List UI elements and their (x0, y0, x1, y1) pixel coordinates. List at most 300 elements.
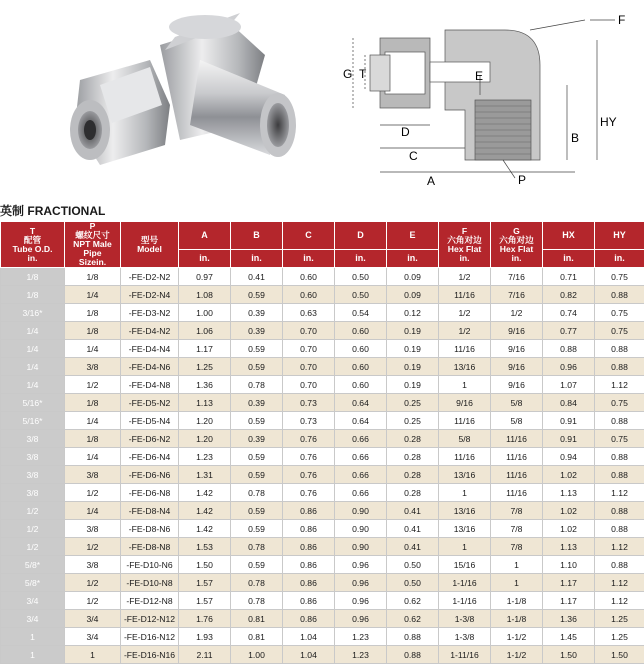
table-cell: 5/8 (491, 394, 543, 412)
spec-table-body (1, 268, 644, 664)
table-cell: 0.28 (387, 484, 439, 502)
dim-label-t: T (359, 67, 367, 81)
table-cell: 0.86 (283, 502, 335, 520)
table-cell: 1.02 (543, 502, 595, 520)
table-cell: 0.78 (231, 592, 283, 610)
table-cell: -FE-D4-N8 (121, 376, 179, 394)
table-cell: 0.62 (387, 610, 439, 628)
table-cell: 1-1/2 (491, 646, 543, 664)
cell-tube-od: 1/8 (1, 268, 65, 286)
header-d-unit: in. (335, 250, 387, 268)
table-cell: 11/16 (491, 484, 543, 502)
table-cell: 0.19 (387, 376, 439, 394)
table-cell: 11/16 (439, 286, 491, 304)
table-cell: 0.41 (387, 520, 439, 538)
table-cell: 0.81 (231, 628, 283, 646)
table-cell: 1/4 (65, 502, 121, 520)
table-cell: 1 (439, 484, 491, 502)
cell-tube-od: 3/4 (1, 592, 65, 610)
table-cell: 0.09 (387, 286, 439, 304)
table-cell: 0.66 (335, 448, 387, 466)
table-cell: 9/16 (491, 376, 543, 394)
header-a: A (179, 222, 231, 250)
header-hy-unit: in. (595, 250, 644, 268)
table-cell: 1/4 (65, 412, 121, 430)
table-cell: 0.75 (595, 304, 644, 322)
table-cell: 0.96 (335, 574, 387, 592)
dimension-diagram (335, 0, 644, 198)
table-cell: -FE-D6-N8 (121, 484, 179, 502)
table-row (1, 628, 644, 646)
table-cell: 9/16 (439, 394, 491, 412)
table-cell: 1 (65, 646, 121, 664)
table-cell: 0.60 (335, 358, 387, 376)
dim-label-e: E (475, 69, 483, 83)
table-cell: 0.77 (543, 322, 595, 340)
table-cell: 7/8 (491, 538, 543, 556)
table-row (1, 430, 644, 448)
table-cell: 1.50 (179, 556, 231, 574)
cell-tube-od: 3/8 (1, 466, 65, 484)
table-cell: 0.76 (283, 466, 335, 484)
table-row (1, 322, 644, 340)
table-cell: 5/8 (439, 430, 491, 448)
table-cell: 0.19 (387, 358, 439, 376)
table-cell: 1/8 (65, 322, 121, 340)
cell-tube-od: 1/2 (1, 538, 65, 556)
table-cell: 7/16 (491, 286, 543, 304)
dim-label-d: D (401, 125, 410, 139)
table-cell: 1.36 (179, 376, 231, 394)
table-cell: 1/8 (65, 394, 121, 412)
table-cell: 0.76 (283, 484, 335, 502)
table-cell: 1-1/16 (439, 592, 491, 610)
table-row (1, 304, 644, 322)
table-cell: 1 (491, 574, 543, 592)
table-cell: 0.78 (231, 484, 283, 502)
table-cell: 0.91 (543, 430, 595, 448)
table-cell: 0.63 (283, 304, 335, 322)
cell-tube-od: 5/16* (1, 394, 65, 412)
dim-label-f: F (618, 13, 625, 27)
table-cell: 1.36 (543, 610, 595, 628)
table-cell: 1/4 (65, 340, 121, 358)
cell-tube-od: 1 (1, 628, 65, 646)
table-cell: 1.17 (543, 574, 595, 592)
table-row (1, 286, 644, 304)
table-cell: 0.84 (543, 394, 595, 412)
header-e-unit: in. (387, 250, 439, 268)
header-tube-od: T 配管 Tube O.D. in. (1, 222, 65, 268)
table-cell: 0.88 (595, 448, 644, 466)
table-cell: 1.20 (179, 430, 231, 448)
table-cell: 0.74 (543, 304, 595, 322)
table-cell: 1.76 (179, 610, 231, 628)
table-cell: -FE-D4-N4 (121, 340, 179, 358)
table-cell: 1.12 (595, 574, 644, 592)
table-row (1, 340, 644, 358)
table-cell: 1.08 (179, 286, 231, 304)
table-cell: 1-1/2 (491, 628, 543, 646)
table-cell: -FE-D6-N6 (121, 466, 179, 484)
cell-tube-od: 1/2 (1, 520, 65, 538)
table-cell: 0.12 (387, 304, 439, 322)
table-cell: -FE-D16-N12 (121, 628, 179, 646)
table-cell: -FE-D2-N4 (121, 286, 179, 304)
table-cell: 0.28 (387, 430, 439, 448)
table-cell: -FE-D8-N8 (121, 538, 179, 556)
dim-label-b: B (571, 131, 579, 145)
table-cell: 0.86 (283, 520, 335, 538)
table-cell: 0.70 (283, 376, 335, 394)
table-cell: 0.39 (231, 322, 283, 340)
table-cell: 0.59 (231, 448, 283, 466)
table-cell: 1.45 (543, 628, 595, 646)
table-cell: 0.50 (335, 286, 387, 304)
table-cell: 1/2 (65, 574, 121, 592)
table-cell: 0.60 (283, 268, 335, 286)
table-cell: 1.13 (543, 484, 595, 502)
table-cell: 0.59 (231, 520, 283, 538)
header-d: D (335, 222, 387, 250)
section-title-en: FRACTIONAL (27, 204, 105, 218)
table-cell: 0.64 (335, 412, 387, 430)
table-row (1, 268, 644, 286)
header-hx: HX (543, 222, 595, 250)
table-cell: 0.97 (179, 268, 231, 286)
table-cell: 0.90 (335, 538, 387, 556)
table-cell: 1.04 (283, 628, 335, 646)
cell-tube-od: 3/16* (1, 304, 65, 322)
cell-tube-od: 1/4 (1, 358, 65, 376)
table-cell: 1.06 (179, 322, 231, 340)
table-cell: 0.50 (335, 268, 387, 286)
table-cell: -FE-D10-N6 (121, 556, 179, 574)
cell-tube-od: 5/16* (1, 412, 65, 430)
table-row (1, 376, 644, 394)
table-cell: 0.25 (387, 412, 439, 430)
table-cell: 0.86 (283, 610, 335, 628)
table-cell: 0.96 (335, 556, 387, 574)
table-cell: 1.13 (179, 394, 231, 412)
table-row (1, 412, 644, 430)
table-cell: 3/8 (65, 466, 121, 484)
table-cell: 1 (439, 376, 491, 394)
table-cell: 0.70 (283, 322, 335, 340)
cell-tube-od: 1/4 (1, 322, 65, 340)
table-cell: 1 (439, 538, 491, 556)
table-cell: 1.42 (179, 520, 231, 538)
table-row (1, 538, 644, 556)
product-illustration-area (0, 0, 644, 198)
table-cell: 0.59 (231, 556, 283, 574)
table-cell: 1.50 (595, 646, 644, 664)
header-b: B (231, 222, 283, 250)
table-cell: 0.75 (595, 322, 644, 340)
table-cell: -FE-D4-N2 (121, 322, 179, 340)
table-cell: 1/8 (65, 268, 121, 286)
table-cell: 1.53 (179, 538, 231, 556)
table-cell: -FE-D5-N4 (121, 412, 179, 430)
table-cell: 1-11/16 (439, 646, 491, 664)
table-cell: -FE-D12-N12 (121, 610, 179, 628)
cell-tube-od: 5/8* (1, 574, 65, 592)
table-cell: -FE-D6-N2 (121, 430, 179, 448)
cell-tube-od: 3/8 (1, 448, 65, 466)
table-row (1, 574, 644, 592)
table-cell: 1/2 (65, 592, 121, 610)
table-cell: 1-1/16 (439, 574, 491, 592)
header-b-unit: in. (231, 250, 283, 268)
table-cell: 1/2 (439, 268, 491, 286)
table-cell: 0.66 (335, 430, 387, 448)
table-cell: 0.59 (231, 340, 283, 358)
table-cell: 0.64 (335, 394, 387, 412)
table-cell: 0.75 (595, 268, 644, 286)
table-cell: 5/8 (491, 412, 543, 430)
table-cell: 1.57 (179, 592, 231, 610)
table-cell: 1.04 (283, 646, 335, 664)
table-cell: 0.76 (283, 430, 335, 448)
table-cell: 1/2 (491, 304, 543, 322)
table-row (1, 520, 644, 538)
table-cell: 1-3/8 (439, 610, 491, 628)
table-cell: -FE-D12-N8 (121, 592, 179, 610)
table-cell: 0.70 (283, 340, 335, 358)
table-cell: 3/4 (65, 628, 121, 646)
section-title-cn: 英制 (0, 204, 24, 218)
table-cell: 0.25 (387, 394, 439, 412)
table-cell: 0.88 (595, 412, 644, 430)
table-cell: 1.25 (595, 610, 644, 628)
table-cell: 1.02 (543, 520, 595, 538)
table-cell: 1.00 (231, 646, 283, 664)
table-cell: 1.20 (179, 412, 231, 430)
table-cell: 0.70 (283, 358, 335, 376)
table-cell: -FE-D16-N16 (121, 646, 179, 664)
table-cell: 1.07 (543, 376, 595, 394)
table-cell: 0.96 (543, 358, 595, 376)
table-cell: 0.39 (231, 304, 283, 322)
table-cell: 0.59 (231, 412, 283, 430)
table-cell: 1.12 (595, 376, 644, 394)
table-cell: 7/8 (491, 502, 543, 520)
table-cell: 1.17 (179, 340, 231, 358)
table-cell: 0.90 (335, 502, 387, 520)
cell-tube-od: 3/8 (1, 430, 65, 448)
cell-tube-od: 3/8 (1, 484, 65, 502)
table-row (1, 556, 644, 574)
table-row (1, 358, 644, 376)
table-cell: 1.23 (335, 628, 387, 646)
table-cell: 1-3/8 (439, 628, 491, 646)
table-cell: 0.86 (283, 556, 335, 574)
table-cell: 1.50 (543, 646, 595, 664)
table-cell: 0.88 (543, 340, 595, 358)
header-model: 型号 Model (121, 222, 179, 268)
section-title (0, 202, 105, 219)
table-cell: 1/2 (65, 538, 121, 556)
table-cell: 0.88 (595, 466, 644, 484)
table-cell: 11/16 (439, 448, 491, 466)
table-cell: 0.50 (387, 574, 439, 592)
header-a-unit: in. (179, 250, 231, 268)
table-cell: 1.93 (179, 628, 231, 646)
table-cell: 0.60 (283, 286, 335, 304)
table-cell: -FE-D6-N4 (121, 448, 179, 466)
dim-label-a: A (427, 174, 435, 188)
table-cell: 0.82 (543, 286, 595, 304)
table-cell: -FE-D8-N4 (121, 502, 179, 520)
table-cell: 9/16 (491, 322, 543, 340)
table-cell: 0.88 (387, 628, 439, 646)
header-pipe-size: P 螺纹尺寸 NPT Male Pipe Sizein. (65, 222, 121, 268)
table-cell: 11/16 (439, 340, 491, 358)
table-cell: 0.39 (231, 394, 283, 412)
table-cell: 3/8 (65, 556, 121, 574)
table-cell: 1/2 (439, 322, 491, 340)
header-f: F 六角对边 Hex Flat in. (439, 222, 491, 268)
table-cell: 0.09 (387, 268, 439, 286)
cell-tube-od: 1 (1, 646, 65, 664)
table-row (1, 592, 644, 610)
table-cell: 2.11 (179, 646, 231, 664)
table-cell: 3/4 (65, 610, 121, 628)
table-cell: 0.41 (387, 538, 439, 556)
table-cell: 1.25 (179, 358, 231, 376)
table-cell: 0.76 (283, 448, 335, 466)
table-cell: 0.59 (231, 502, 283, 520)
table-cell: -FE-D2-N2 (121, 268, 179, 286)
table-cell: 0.78 (231, 574, 283, 592)
table-row (1, 502, 644, 520)
table-cell: 0.91 (543, 412, 595, 430)
table-cell: 13/16 (439, 502, 491, 520)
table-cell: 0.50 (387, 556, 439, 574)
table-cell: 0.81 (231, 610, 283, 628)
table-cell: 0.41 (387, 502, 439, 520)
table-cell: 1/2 (439, 304, 491, 322)
table-cell: 0.19 (387, 322, 439, 340)
table-cell: 0.28 (387, 466, 439, 484)
table-row (1, 484, 644, 502)
table-cell: 1 (491, 556, 543, 574)
table-cell: 3/8 (65, 358, 121, 376)
spec-table (0, 221, 644, 664)
table-cell: 1.42 (179, 502, 231, 520)
table-cell: 9/16 (491, 358, 543, 376)
table-cell: 1.17 (543, 592, 595, 610)
table-cell: 0.66 (335, 484, 387, 502)
table-cell: 0.75 (595, 430, 644, 448)
table-cell: 1.42 (179, 484, 231, 502)
table-cell: 0.73 (283, 412, 335, 430)
cell-tube-od: 5/8* (1, 556, 65, 574)
cell-tube-od: 3/4 (1, 610, 65, 628)
table-cell: 11/16 (491, 430, 543, 448)
table-cell: 0.78 (231, 538, 283, 556)
table-cell: 0.60 (335, 322, 387, 340)
table-cell: 1/2 (65, 376, 121, 394)
table-cell: 0.88 (595, 340, 644, 358)
table-row (1, 466, 644, 484)
table-cell: 0.62 (387, 592, 439, 610)
table-cell: 0.59 (231, 358, 283, 376)
table-cell: 1.25 (595, 628, 644, 646)
table-cell: 0.71 (543, 268, 595, 286)
table-cell: 0.66 (335, 466, 387, 484)
table-cell: 1.12 (595, 484, 644, 502)
table-cell: 1/8 (65, 304, 121, 322)
table-cell: 9/16 (491, 340, 543, 358)
table-cell: 1-1/8 (491, 592, 543, 610)
table-cell: 0.88 (595, 358, 644, 376)
table-cell: 0.78 (231, 376, 283, 394)
table-cell: 0.28 (387, 448, 439, 466)
table-cell: 1.23 (335, 646, 387, 664)
table-cell: 0.75 (595, 394, 644, 412)
table-cell: 0.88 (595, 520, 644, 538)
table-cell: 11/16 (439, 412, 491, 430)
table-cell: 1/2 (65, 484, 121, 502)
cell-tube-od: 1/4 (1, 340, 65, 358)
table-cell: 0.59 (231, 286, 283, 304)
table-cell: 0.88 (595, 502, 644, 520)
table-row (1, 394, 644, 412)
dim-label-hy: HY (600, 115, 617, 129)
table-cell: 1.23 (179, 448, 231, 466)
table-cell: 0.88 (595, 556, 644, 574)
table-cell: 7/16 (491, 268, 543, 286)
table-cell: 1.12 (595, 592, 644, 610)
table-cell: 0.60 (335, 340, 387, 358)
table-cell: 1.31 (179, 466, 231, 484)
header-c-unit: in. (283, 250, 335, 268)
table-cell: 0.60 (335, 376, 387, 394)
table-cell: 1/4 (65, 448, 121, 466)
table-cell: 1.00 (179, 304, 231, 322)
table-cell: 13/16 (439, 358, 491, 376)
table-cell: 3/8 (65, 520, 121, 538)
header-c: C (283, 222, 335, 250)
table-row (1, 610, 644, 628)
fitting-photo (40, 5, 300, 185)
header-e: E (387, 222, 439, 250)
table-cell: 1/4 (65, 286, 121, 304)
table-cell: 7/8 (491, 520, 543, 538)
table-cell: 0.86 (283, 574, 335, 592)
table-cell: 1.57 (179, 574, 231, 592)
table-cell: 1/8 (65, 430, 121, 448)
table-cell: -FE-D3-N2 (121, 304, 179, 322)
cell-tube-od: 1/4 (1, 376, 65, 394)
cell-tube-od: 1/2 (1, 502, 65, 520)
table-cell: 0.59 (231, 466, 283, 484)
table-cell: -FE-D5-N2 (121, 394, 179, 412)
table-cell: 1.12 (595, 538, 644, 556)
table-cell: 0.94 (543, 448, 595, 466)
table-cell: 0.88 (595, 286, 644, 304)
table-cell: -FE-D4-N6 (121, 358, 179, 376)
table-cell: 0.96 (335, 610, 387, 628)
table-cell: 0.90 (335, 520, 387, 538)
table-cell: 1.13 (543, 538, 595, 556)
table-cell: 0.54 (335, 304, 387, 322)
table-cell: 15/16 (439, 556, 491, 574)
table-cell: 0.86 (283, 538, 335, 556)
table-cell: 0.39 (231, 430, 283, 448)
dim-label-p: P (518, 173, 526, 187)
